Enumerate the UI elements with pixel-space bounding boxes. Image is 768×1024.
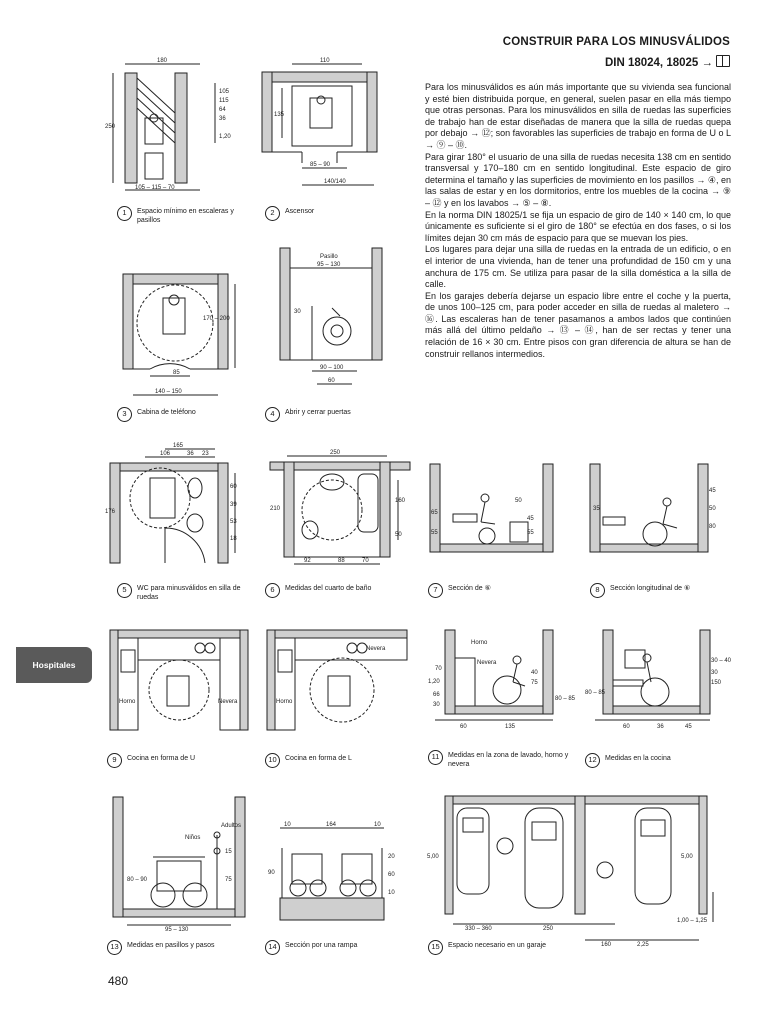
dimension-label: 140 – 150 [155,389,182,395]
dimension-label: 60 [328,378,335,384]
figure-caption: 6 Medidas del cuarto de baño [265,585,405,598]
dimension-label: 5,00 [681,854,693,860]
dimension-label: 30 [294,309,301,315]
dimension-label: 23 [202,451,209,457]
dimension-label: 95 – 130 [165,927,189,933]
book-icon [716,55,730,67]
dimension-label: 70 [362,558,369,564]
dimension-label: 160 [395,498,406,504]
figure-number: 10 [265,753,280,768]
dimension-label: 95 – 130 [317,262,341,268]
section-tab-hospitales[interactable]: Hospitales [16,647,92,683]
figure-caption: 9 Cocina en forma de U [107,755,247,768]
figure-12-drawing [585,628,730,738]
dimension-label: 1,20 [428,679,440,685]
dimension-label: 30 [433,702,440,708]
figure-caption: 5 WC para minusválidos en silla de ruedas [117,585,257,602]
dimension-label: 53 [230,519,237,525]
dimension-label: 170 – 200 [203,316,230,322]
dimension-label: 70 [435,666,442,672]
dimension-label: 85 – 90 [310,162,331,168]
paragraph: Para girar 180° el usuario de una silla de ruedas necesita 138 cm en sentido transversal y 170–180 cm en sentido longitudinal. Este espacio de giro determina el tamaño y las superficies de movimiento en los pasillos → ④, en las salas de estar y en los dormitorios, entre los muebles de la cocina → ⑨ – ⑫ y en los lavabos → ⑤ – ⑧. [425,151,731,208]
figure-caption: 14 Sección por una rampa [265,942,405,955]
dimension-label: 50 [515,498,522,504]
figure-number: 15 [428,940,443,955]
label-ninos: Niños [185,835,201,841]
figure-11-drawing [425,628,576,738]
figure-caption: 2 Ascensor [265,208,395,221]
figure-number: 6 [265,583,280,598]
figure-4-drawing [262,246,392,396]
figure-13-drawing [105,795,250,935]
figure-6-drawing [262,450,412,575]
figure-9-drawing [105,628,250,738]
figure-number: 11 [428,750,443,765]
figure-caption: 8 Sección longitudinal de ⑥ [590,585,730,598]
figure-7-drawing [425,462,565,562]
dimension-label: 92 [304,558,311,564]
figure-caption: 10 Cocina en forma de L [265,755,405,768]
dimension-label: 85 [173,370,180,376]
figure-caption: 1 Espacio mínimo en escaleras y pasillos [117,208,247,225]
dimension-label: 176 [105,509,116,515]
dimension-label: 1,20 [219,134,231,140]
dimension-label: 160 [601,942,612,948]
figure-number: 13 [107,940,122,955]
dimension-label: 36 [657,724,664,730]
room-label-nevera: Nevera [218,699,238,705]
dimension-label: 2,25 [637,942,649,948]
figure-caption: 15 Espacio necesario en un garaje [428,942,598,955]
dimension-label: 20 [388,854,395,860]
room-label-horno: Horno [471,640,488,646]
dimension-label: 88 [338,558,345,564]
dimension-label: 10 [284,822,291,828]
dimension-label: 180 [157,58,168,64]
dimension-label: 250 [543,926,554,932]
dimension-label: 330 – 360 [465,926,492,932]
figure-caption: 4 Abrir y cerrar puertas [265,409,395,422]
figure-8-drawing [585,462,725,562]
dimension-label: 80 – 90 [127,877,148,883]
paragraph: En la norma DIN 18025/1 se fija un espacio de giro de 140 × 140 cm, lo que únicamente es suficiente si el giro de 180° se efectúa en dos fases, o si los límites dejan 30 cm más de espacio para que se muevan los pies. [425,209,731,243]
dimension-label: 45 [709,488,716,494]
figure-caption: 11 Medidas en la zona de lavado, horno y nevera [428,752,578,769]
paragraph: Para los minusválidos es aún más importante que su vivienda sea funcional y esté bien distribuida porque, en general, suelen pasar en ella más tiempo que otras personas. Para los minusválidos en silla de ruedas las superficies de trabajo han de estar diseñadas de manera que la silla de ruedas quepa por debajo → ⑫; son favorables las superficies de trabajo en forma de U o L → ⑨ – ⑩. [425,82,731,150]
figure-number: 4 [265,407,280,422]
paragraph: Los lugares para dejar una silla de ruedas en la entrada de un edificio, o en el interior de una vivienda, han de tener una profundidad de 150 cm y una anchura de 175 cm. Se utiliza para pasar de la silla doméstica a la silla de calle. [425,244,731,290]
dimension-label: 30 – 40 [711,658,732,664]
dimension-label: 105 [219,89,230,95]
room-label-horno: Horno [119,699,136,705]
dimension-label: 75 [531,680,538,686]
dimension-label: 50 [709,506,716,512]
dimension-label: 65 [431,510,438,516]
dimension-label: 250 [330,450,341,456]
dimension-label: 105 – 115 – 70 [135,185,175,191]
figure-3-drawing [105,268,245,403]
dimension-label: 45 [527,516,534,522]
room-label-nevera: Nevera [477,660,497,666]
dimension-label: 106 [160,451,171,457]
dimension-label: 60 [388,872,395,878]
figure-number: 5 [117,583,132,598]
room-label-horno: Horno [276,699,293,705]
dimension-label: 15 [225,849,232,855]
dimension-label: 150 [711,680,722,686]
figure-5-drawing [105,443,245,573]
dimension-label: 90 [268,870,275,876]
dimension-label: 18 [230,536,237,542]
dimension-label: 5,00 [427,854,439,860]
dimension-label: 80 – 85 [555,696,576,702]
figure-number: 14 [265,940,280,955]
dimension-label: 80 [709,524,716,530]
dimension-label: 90 – 100 [320,365,344,371]
dimension-label: 250 [105,124,116,130]
room-label-nevera: Nevera [366,646,386,652]
page-title: CONSTRUIR PARA LOS MINUSVÁLIDOS [502,36,730,48]
dimension-label: 10 [374,822,381,828]
dimension-label: 45 [685,724,692,730]
dimension-label: 140/140 [324,179,346,185]
dimension-label: 60 [623,724,630,730]
dimension-label: 50 [395,532,402,538]
label-adultos: Adultos [221,823,242,829]
figure-2-drawing [262,58,392,198]
dimension-label: 165 [173,443,184,449]
body-text [425,82,731,360]
figure-number: 9 [107,753,122,768]
figure-1-drawing [105,58,245,198]
figure-number: 3 [117,407,132,422]
dimension-label: 36 [219,116,226,122]
dimension-label: 30 [711,670,718,676]
dimension-label: 135 [505,724,516,730]
figure-number: 8 [590,583,605,598]
din-reference: DIN 18024, 18025 → [605,55,730,69]
dimension-label: 60 [230,484,237,490]
dimension-label: 66 [433,692,440,698]
dimension-label: 135 [274,112,285,118]
dimension-label: 80 – 85 [585,690,606,696]
dimension-label: 164 [326,822,337,828]
dimension-label: 55 [527,530,534,536]
dimension-label: 64 [219,107,226,113]
figure-number: 2 [265,206,280,221]
page-number: 480 [108,974,129,988]
dimension-label: 210 [270,506,281,512]
dimension-label: 39 [230,502,237,508]
paragraph: En los garajes debería dejarse un espacio libre entre el coche y la puerta, de unos 100–125 cm, para poder acceder en silla de ruedas al maletero → ⑯. Las escaleras han de tener pasamanos a ambos lados que continúen más allá del último peldaño → ⑬ – ⑭, han de ser rectas y tener una relación de 16 × 30 cm. Entre pisos con gran diferencia de altura se han de construir rellanos intermedios. [425,290,731,359]
figure-caption: 12 Medidas en la cocina [585,755,725,768]
dimension-label: 36 [187,451,194,457]
dimension-label: Pasillo [320,254,338,260]
dimension-label: 35 [593,506,600,512]
dimension-label: 1,00 – 1,25 [677,918,708,924]
dimension-label: 75 [225,877,232,883]
dimension-label: 40 [531,670,538,676]
figure-caption: 7 Sección de ⑥ [428,585,568,598]
figure-15-drawing [425,792,720,950]
dimension-label: 110 [320,58,330,64]
figure-caption: 13 Medidas en pasillos y pasos [107,942,257,955]
dimension-label: 60 [460,724,467,730]
dimension-label: 115 [219,98,229,104]
figure-14-drawing [262,818,402,928]
figure-10-drawing [262,628,412,738]
figure-number: 1 [117,206,132,221]
dimension-label: 55 [431,530,438,536]
figure-number: 12 [585,753,600,768]
dimension-label: 10 [388,890,395,896]
figure-caption: 3 Cabina de teléfono [117,409,247,422]
figure-number: 7 [428,583,443,598]
